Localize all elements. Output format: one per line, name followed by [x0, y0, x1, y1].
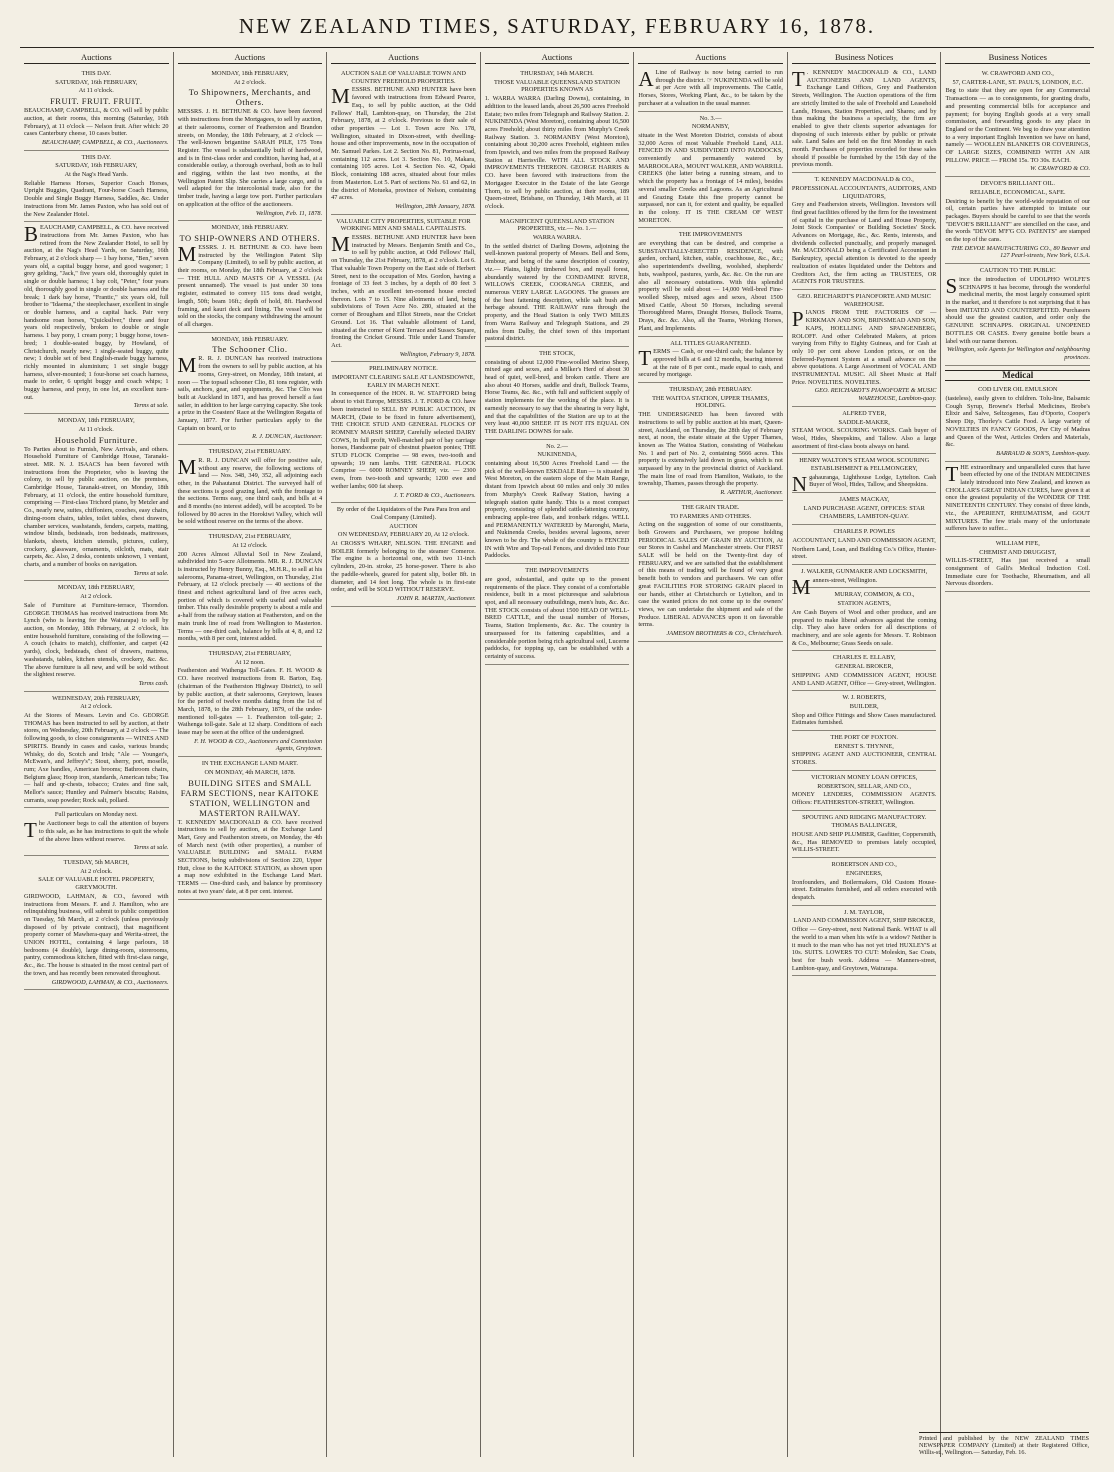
drop-cap: M — [331, 84, 350, 109]
ad-heading: ON MONDAY, 4th MARCH, 1878. — [204, 768, 296, 776]
ad-body: STEAM WOOL SCOURING WORKS. Cash buyer of Wool, Hides, Sheepskins, and Tallow. Also a large assortment of first-class boots always on hand. — [791, 427, 937, 450]
ad-heading: NORMANBY, — [691, 123, 730, 131]
ad-heading: ALFRED TYER, — [842, 409, 887, 417]
ad-heading: STATION AGENTS, — [837, 600, 891, 608]
ad-heading: LAND AND COMMISSION AGENT, SHIP BROKER, — [793, 917, 935, 925]
ad-heading: No. 2.— — [546, 442, 568, 450]
ad-heading: TO FARMERS AND OTHERS. — [669, 512, 752, 520]
ad-heading: At 2 o'clock. — [80, 867, 113, 875]
ad-heading: JAMES MACKAY, — [839, 496, 890, 504]
ad-heading: W. J. ROBERTS, — [842, 694, 886, 702]
advertisement — [638, 383, 783, 501]
drop-cap: M — [791, 574, 811, 599]
ad-heading: THOSE VALUABLE QUEENSLAND STATION PROPERTIES KNOWN AS — [493, 78, 621, 94]
ad-heading: SATURDAY, 16th FEBRUARY, — [55, 78, 138, 86]
ad-body: THE UNDERSIGNED has been favored with instructions to sell by public auction at his mart, Queen-street, Auckland, on Thursday, the 28th day of February next, at noon, the estate situate at the Upper Thames, known as The Waitoa Station, consisting of Waihekau No. 1 and part of No. 2, containing 5666 acres. This property is extensively laid down in grass, which is not surpassed by any in the provincial district of Auckland. The main line of road from Hamilton, Waikato, to the township, Thames, passes through the property. — [638, 411, 783, 488]
column-6 — [788, 52, 942, 1457]
ad-body: THE extraordinary and unparalleled cures that have been effected by one of the INDIAN MEDICINES lately introduced into New Zealand, and known as CHOLLAR'S GREAT INDIAN CURES, have given it at once the greatest popularity of the WONDER OF THE NINETEENTH CENTURY. They consist of three kinds, viz., the APERIENT, RHEUMATISM, and GOUT MIXTURES. The few trials many of the unfortunate sufferers have to suffer... — [945, 461, 1091, 533]
advertisement — [792, 493, 937, 525]
drop-cap: P — [791, 307, 804, 332]
advertisement — [24, 856, 169, 990]
ad-heading: THURSDAY, 21st FEBRUARY, — [208, 650, 291, 657]
ad-heading: 57, CARTER-LANE, ST. PAUL'S, LONDON, E.C. — [952, 78, 1084, 86]
ad-heading: At 11 o'clock. — [78, 425, 114, 433]
drop-cap: T — [24, 818, 37, 843]
ad-body: TERMS — Cash, or one-third cash; the balance by approved bills at 6 and 12 months, bearing interest at the rate of 8 per cent., made equal to cash, and secured by mortgage. — [638, 346, 783, 379]
ad-heading: BUILDER, — [849, 702, 879, 710]
ad-signature: R. J. DUNCAN, Auctioneer. — [252, 433, 323, 441]
ad-body: are everything that can be desired, and comprise a SUBSTANTIALLY-ERECTED RESIDENCE, with garden, orchard, kitchen, stable, coachhouse, &c., &c.; also superintendent's dwelling, woolshed, shepherds' huts, washpool, pastures, yards, &c. &c. On the run are also all necessary outstations. With this splendid property will be sold about — 14,000 Well-bred Fine-woolled Sheep, mixed ages and sexes, About 1500 Mixed Cattle, About 50 Horses, including several Thoroughbred Mares, Draught Horses, Bullock Teams, Drays, &c. &c. Also, all the Teams, Working Horses, Plant, and Implements. — [638, 240, 783, 332]
ad-body: Grey and Featherston streets, Wellington. Investors will find great facilities offered by the firm for the investment of capital in the purchase of Land and House Property, Joint Stock Companies' or Building Societies' Stock. Advances on Mortgage, &c., &c. Rents, interests, and dividends collected punctually, and properly managed. Mr. MACDONALD being a Certificated Accountant in Bankruptcy, special attention is devoted to the speedy realization of estates liquidated under the Debtors and Creditors Act, the firm acting as TRUSTEES, OR AGENTS FOR TRUSTEES. — [791, 201, 937, 286]
ad-heading: At 2 o'clock. — [80, 593, 113, 601]
ad-heading: THE IMPROVEMENTS — [525, 567, 589, 575]
ad-heading: ERNEST S. THYNNE, — [834, 742, 894, 750]
ad-heading: No. 3.— — [699, 114, 722, 122]
ad-body: Shop and Office Fittings and Show Cases manufactured. Estimates furnished. — [791, 711, 937, 727]
ad-body: At CROSS'S WHARF, NELSON. THE ENGINE and BOILER formerly belonging to the steamer Comerce. The engine is a horizontal one, with two 11-inch cylinders, 20-in. stroke, 25 horse-power. There is also the paddle-wheels, geared for patent slip, boiler 8ft. in diameter, and 14 feet long. The whole is in first-rate order, and will be SOLD WITHOUT RESERVE. — [331, 540, 476, 594]
ad-body: WILLIS-STREET, Has just received a small consignment of Galli's Medical Induction Coil. Immediate cure for Toothache, Rheumatism, and all Nervous disorders. — [945, 557, 1091, 588]
ad-heading: ROBERTSON AND CO., — [831, 861, 897, 869]
ad-body: To Parties about to Furnish, New Arrivals, and others. Household Furniture of Cambridge House, Taranaki-street. MR. N. J. ISAACS has been favored with instructions from the Proprietor, who is leaving the colony, to sell by public auction, on the premises, Cambridge House, Taranaki-street, on Monday, 18th February, at 11 o'clock, the entire household furniture, comprising — First-class Trichord piano, by Metzler and Co., nearly new, suites, chiffoniers, couches, easy chairs, dining-room chairs, tables, toilet tables, chest drawers, chamber services, washstands, fenders, carpets, matting, window blinds, bedsteads, iron bedsteads, mattresses, blankets, sheets, kitchen utensils, pictures, cutlery, crockery, glassware, ornaments, oilcloth, mats, stair carpets, &c. Also, 2 desks, contents unknown, 1 ventant, charts, and a number of books on navigation. — [24, 445, 169, 569]
drop-cap: M — [177, 454, 197, 479]
advertisement — [945, 177, 1090, 264]
ad-heading: THE WAITOA STATION, UPPER THAMES, HOLDING. — [652, 394, 770, 410]
ad-heading: W. CRAWFORD AND CO., — [981, 70, 1054, 77]
advertisement — [638, 337, 783, 384]
drop-cap: A — [638, 67, 654, 91]
column-heading: Business Notices — [792, 52, 937, 64]
column-7 — [941, 52, 1094, 1457]
ad-heading: IMPORTANT CLEARING SALE AT LANDSDOWNE, EARLY IN MARCH NEXT. — [332, 374, 475, 389]
ad-body: MESSRS. J. H. BETHUNE & CO. have been instructed by the Wellington Patent Slip Company (Limited), to sell by public auction, at their rooms, on Monday, the 18th February, at 2 o'clock — THE HULL AND MASTS OF A VESSEL (At present unnamed). The vessel is just under 30 tons register, estimated to convey 115 tons dead weight, length, 50ft; beam 16ft.; depth of hold, 8ft. Hardwood framing, and kauri deck and lining. The vessel will be sold on the stocks, the company withdrawing the amount of all charges. — [177, 241, 323, 328]
ad-signature: JAMESON BROTHERS & CO., Christchurch. — [666, 630, 783, 638]
ad-heading: WARRA WARRA. — [532, 234, 582, 242]
medical-section-heading: Medical — [945, 370, 1090, 382]
ad-body: HOUSE AND SHIP PLUMBER, Gasfitter, Coppersmith, &c., Has REMOVED to premises lately occupied, WILLIS-STREET. — [791, 831, 937, 854]
ad-body: BEAUCHAMP, CAMPBELL, & CO. have received instructions from Mr. James Paxton, who has retired from the New Zealander Hotel, to sell by auction, at the Nag's Head Yards, on Saturday, 16th February, at 2 o'clock sharp — 1 bay horse, "Ben," seven years old, a capital buggy horse, and good wagoner; 1 grey gelding, "Jack," five years old, thoroughly quiet in single or double harness; 1 bay colt, "Peter," four years old, thoroughly good in single or double harness and the break; 1 dark bay horse, "Frantic," six years old, full brother to "Idaema," the steeplechaser, excellent in single or double harness, and a capital hack. Pair very handsome roan horses, "Quicksilver," three and four years old respectively, broken to double or single harness. 1 bay pony, 1 cream pony; 1 buggy horse, town-bred; 1 double-seated buggy, by Howland, of Christchurch, nearly new; 1 single-seated buggy, quite new; 1 double set of best English-made buggy harness, richly mounted in aluminium; 1 set single buggy harness, silver-mounted; 1 four-horse set coach harness, made to order, 6 upright buggy and coach whips; 1 buggy harness, and pony, in one lot, an excellent turn-out. — [24, 222, 169, 401]
ad-heading: LAND PURCHASE AGENT, OFFICES: STAR CHAMBERS, LAMBTON-QUAY. — [803, 504, 925, 520]
ad-heading: COD LIVER OIL EMULSION — [978, 386, 1058, 394]
ad-heading: HENRY WALTON'S STEAM WOOL SCOURING ESTABLISHMENT & FELLMONGERY, — [799, 457, 930, 473]
drop-cap: T — [945, 461, 959, 486]
ad-signature: Terms cash. — [138, 679, 169, 687]
ad-heading: By order of the Liquidators of the Para Para Iron and Coal Company (Limited). — [336, 506, 471, 521]
column-3 — [327, 52, 481, 1457]
ad-heading: THE IMPROVEMENTS — [678, 231, 743, 239]
ad-heading: SPOUTING AND RIDGING MANUFACTORY. — [802, 813, 927, 821]
advertisement — [638, 501, 783, 642]
advertisement — [792, 771, 937, 811]
column-1 — [20, 52, 174, 1457]
ad-title: FRUIT. FRUIT. FRUIT. — [50, 96, 143, 107]
ad-signature: BARRAUD & SON'S, Lambton-quay. — [996, 449, 1091, 457]
advertisement — [485, 67, 630, 215]
ad-heading: THURSDAY, 21st FEBRUARY, — [208, 533, 291, 541]
ad-body: A Line of Railway is now being carried to run through the district. ☞ NUKINENDA will be sold at per Acre with all improvements. The Cattle, Horses, Stores, Working Plant, &c., to be taken by the purchaser at a valuation in the usual manner. — [638, 67, 783, 107]
ad-signature: BEAUCHAMP, CAMPBELL, & CO., Auctioneers. — [42, 138, 169, 146]
ad-body: BEAUCHAMP, CAMPBELL, & CO. will sell by public auction, at their rooms, this morning (Saturday, 16th February), at 11 o'clock — Nelson fruit. After which: 20 cases Canterbury cheese, 10 cases butter. — [24, 107, 169, 138]
ad-heading: SALE OF VALUABLE HOTEL PROPERTY, GREYMOUTH. — [38, 876, 155, 892]
ad-signature: Wellington, February 9, 1878. — [399, 350, 476, 358]
ad-heading: AUCTION SALE OF VALUABLE TOWN AND COUNTRY FREEHOLD PROPERTIES. — [340, 70, 466, 85]
ad-heading: AUCTION — [389, 522, 418, 530]
advertisement — [792, 525, 937, 565]
advertisement — [945, 264, 1090, 365]
column-heading: Auctions — [638, 52, 783, 64]
ad-heading: At 12 o'clock. — [232, 541, 268, 549]
ad-body: MONEY LENDERS, COMMISSION AGENTS. Offices: FEATHERSTON-STREET, Wellington. — [791, 791, 937, 806]
ad-body: Are Cash Buyers of Wool and other produce, and are prepared to make liberal advances against the coming clip. They also have orders for all descriptions of machinery, and are sole agents for Messrs. T. Robinson & Co., Melbourne; Grass Seeds on sale. — [791, 608, 937, 647]
advertisement — [24, 581, 169, 691]
ad-signature: J. T. FORD & CO., Auctioneers. — [393, 491, 476, 499]
ad-heading: RELIABLE, ECONOMICAL, SAFE. — [969, 188, 1066, 196]
ad-heading: THIS DAY. — [81, 70, 111, 77]
ad-heading: DEVOE'S BRILLIANT OIL. — [980, 180, 1055, 188]
ad-heading: MONDAY, 18th FEBRUARY, — [57, 584, 135, 592]
ad-heading: CAUTION TO THE PUBLIC — [979, 267, 1056, 275]
ad-title: BUILDING SITES and SMALL FARM SECTIONS, near KAITOKE STATION, WELLINGTON and MASTERTON RAILWAY. — [180, 777, 320, 818]
ad-heading: NUKINENDA, — [537, 451, 577, 459]
advertisement — [792, 858, 937, 906]
ad-body: T . KENNEDY MACDONALD & CO., LAND AUCTIONEERS AND LAND AGENTS, Exchange Land Offices, Grey and Featherston Streets, Wellington. The Auction operations of the firm are strictly limited to the sale of Freehold and Leasehold Lands, Houses, Station Properties, and Shares; and by thus making the business a specialty, the firm are enabled to give their clients superior advantages for disposing of such interests either by public or private sale. Land Sales are held on the first Monday in each month. Purchases of properties recorded for these sales should if possible be furnished by the 15th day of the previous month. — [791, 67, 937, 169]
advertisement — [791, 454, 937, 496]
ad-heading: WEDNESDAY, 20th FEBRUARY, — [52, 694, 141, 702]
ad-signature: Terms at sale. — [133, 844, 169, 852]
advertisement — [331, 67, 476, 215]
advertisement — [178, 445, 323, 530]
advertisement — [792, 731, 937, 771]
ad-body: Ironfounders, and Boilermakers, Old Custom House-street. Estimates furnished, and all orders executed with despatch. — [791, 878, 937, 901]
ad-signature: F. H. WOOD & CO., Auctioneers and Commission Agents, Greytown. — [194, 737, 323, 753]
newspaper-columns — [20, 52, 1094, 1457]
ad-heading: THURSDAY, 21st FEBRUARY. — [208, 448, 291, 456]
ad-body: M R. R. J. DUNCAN has received instructions from the owners to sell by public auction, at his rooms, Grey-street, on Monday, 18th instant, at noon — The topsail schooner Clio, 81 tons register, with sails, anchors, gear, and equipments, &c. The Clio was built at Auckland in 1871, and has proved herself a fast sailer, in addition to her large carrying capacity. She took a prize in the Coasters' Race at the Wellington Regatta of January, 1877. For further particulars apply to the Captain on board, or to — [177, 353, 323, 432]
advertisement — [792, 811, 937, 859]
ad-heading: At 11 o'clock. — [78, 87, 114, 95]
ad-body: Reliable Harness Horses, Superior Coach Horses, Upright Buggies, Quadrant, Four-horse Coach Harness, Double and Single Buggy Harness, Saddles, &c. Under instructions from Mr. James Paxton, who has sold out of the New Zealander Hotel. — [24, 179, 169, 218]
ad-signature: JOHN R. MARTIN, Auctioneer. — [396, 595, 476, 602]
ad-heading: THOMAS BALLINGER, — [831, 822, 897, 830]
ad-body: In the settled district of Darling Downs, adjoining the well-known pastoral property of Messrs. Bell and Sons, Jimbour, and being of the same description of country, viz.— Plains, lightly timbered box, and myall forest, abundantly watered by the CONDAMINE RIVER, WILLOWS CREEK, COORANGA CREEK, and numerous VERY LARGE LAGOONS. The grasses are of the best fattening description, while salt bush and herbage abound. THE RAILWAY runs through the property, and the Head Station is only TWO MILES from Warra Railway and Telegraph Stations, and 29 miles from Dalby, the chief town of this important pastoral district. — [484, 242, 630, 343]
advertisement — [485, 440, 630, 565]
ad-heading: ALL TITLES GUARANTEED. — [670, 339, 751, 347]
ad-signature: R. ARTHUR, Auctioneer. — [720, 489, 783, 497]
ad-signature: GEO. REICHARDT'S PIANOFORTE & MUSIC WAREHOUSE, Lambton-quay. — [814, 387, 937, 403]
ad-heading: GEO. REICHARDT'S PIANOFORTE AND MUSIC WAREHOUSE. — [797, 292, 931, 308]
ad-heading: MONDAY, 18th FEBRUARY. — [211, 224, 289, 232]
advertisement — [331, 215, 476, 363]
drop-cap: B — [24, 222, 39, 247]
ad-heading: THE PORT OF FOXTON. — [830, 734, 898, 742]
ad-body: MESSRS. BETHUNE AND HUNTER have been instructed by Messrs. Benjamin Smith and Co., to sell by public auction, at Odd Fellows' Hall, on Thursday, the 21st February, 1878, at 2 o'clock. Lot 6. That valuable Town Property on the East side of Herbert Street, next to the occupation of Mrs. Gordon, having a frontage of 33 feet 3 inches, by a depth of 80 feet 3 inches, with an excellent ten-roomed house erected thereon. Lots 7 to 15. Nine allotments of land, being subdivisions of Town Acre No. 280, situated at the corner of Brougham and Elliot Streets, near the Cricket Ground. Lot 16. That valuable allotment of Land, situated at the corner of Kent Terrace and Sussex Square, fronting the Cricket Ground. Title under Land Transfer Act. — [331, 232, 476, 349]
advertisement — [945, 67, 1090, 177]
column-heading: Auctions — [178, 52, 323, 64]
ad-heading: At 12 noon. — [234, 658, 265, 666]
advertisement — [178, 333, 323, 445]
ad-body: (tasteless), easily given to children. Tolu-line, Balsamic Cough Syrup, Browne's Herbal Medicines, Brobe's Elixir and Salve, Seltzogenes, Eau d'Oporto, Cooper's Sheep Dip, Thorley's Cattle Food. A large variety of NOVELTIES IN FANCY GOODS, Per City of Madras and Queen of the West, Articles Orders and Materials, &c. — [945, 395, 1091, 449]
ad-body: 1. WARRA WARRA (Darling Downs), containing, in addition to the leased lands, about 26,500 acres Freehold Estate; two miles from Telegraph and Railway Station. 2. NUKINENDA (West Moreton), containing about 16,500 acres Freehold; about thirty miles from Murphy's Creek Railway Station. 3. NORMANBY (West Moreton), containing about 30,200 acres Freehold, eighteen miles from Ipswich, and two miles from the proposed Railway Station at Harrisville. WITH ALL STOCK AND IMPROVEMENTS THEREON. GEORGE HARRIS & CO. have been favored with instructions from the Mortgagee Executor in the Estate of the late George Thorn, to sell by public auction, at their rooms, 189 Queen-street, Brisbane, on Thursday, 14th March, at 11 o'clock. — [484, 95, 630, 210]
ad-heading: PRELIMINARY NOTICE. — [369, 365, 438, 373]
ad-body: Office — Grey-street, next National Bank. WHAT is all the world to a man when his wife is a widow? Neither is it much to the man who has not yet tried HUXLEY'S at 10s. SUITS. LOWERS TO CUT: Moleskin, Sac Coats, best for bush work. Address — Manners-street, Lambton-quay, and Greytown, Wairarapa. — [791, 926, 937, 972]
advertisement — [945, 537, 1090, 592]
ad-heading: VICTORIAN MONEY LOAN OFFICES, — [811, 773, 918, 781]
advertisement — [24, 67, 169, 151]
column-heading: Auctions — [24, 52, 169, 64]
advertisement — [792, 290, 937, 407]
drop-cap: T — [638, 346, 652, 371]
advertisement — [178, 757, 323, 899]
drop-cap: T — [791, 67, 805, 91]
ad-body: Featherston and Waihenga Toll-Gates. F. H. WOOD & CO. have received instructions from R. Barton, Esq. (chairman of the Featherston Highway District), to sell by public auction, at their salerooms, Greytown, leases for the period of twelve months dating from the 1st of March, 1878, to the 28th February, 1879, of the under-mentioned toll-gates — 1. Featherston toll-gate; 2. Waihenga toll-gate. Sale at 12 sharp. Conditions of each lease may be seen at the office of the undersigned. — [177, 667, 323, 737]
advertisement — [331, 362, 476, 503]
advertisement — [638, 228, 783, 336]
ad-heading: At 2 o'clock. — [80, 703, 113, 711]
ad-body: PIANOS FROM THE FACTORIES OF — KIRKMAN AND SON, BRINSMEAD AND SON, KAPS, HOELLING AND SPANGENBERG, ROLOFF. And other Celebrated Makers, at prices varying from Fifty to Eighty Guineas, and for Cash at only 10 per cent above London prices, or on the Deferred-Payment System at a small advance on the above quotations. A Large Assortment of VOCAL AND INSTRUMENTAL MUSIC. All Sheet Music at Half Price. NOVELTIES. NOVELTIES. — [791, 307, 937, 386]
ad-signature: THE DEVOE MANUFACTURING CO., 80 Beaver and 127 Pearl-streets, New York, U.S.A. — [951, 244, 1091, 260]
ad-heading: CHEMIST AND DRUGGIST, — [979, 548, 1057, 556]
ad-heading: WILLIAM FIFE, — [995, 539, 1040, 547]
ad-signature: Wellington, 28th January, 1878. — [395, 202, 476, 210]
advertisement — [24, 692, 169, 809]
ad-signature: Wellington, sole Agents for Wellington and neighbouring provinces. — [947, 346, 1091, 361]
ad-body: are good, substantial, and quite up to the present requirements of the place. They consist of a comfortable residence, built in a most picturesque and salubrious spot, and all necessary outbuildings, men's huts, &c. &c. THE STOCK consists of about 1500 HEAD OF WELL-BRED CATTLE, and the usual number of Horses, Teams, Station Implements, &c. &c. The country is unsurpassed for its fattening capabilities, and a considerable portion being rich agricultural soil, Lucerne paddocks, for topping up, can be established with a certainty of success. — [484, 575, 630, 660]
advertisement — [24, 808, 169, 856]
advertisement — [24, 151, 169, 223]
ad-title: To Shipowners, Merchants, and Others. — [188, 87, 311, 108]
drop-cap: M — [177, 353, 197, 378]
ad-heading: THE GRAIN TRADE. — [681, 503, 740, 511]
ad-heading: ENGINEERS, — [845, 869, 883, 877]
ad-heading: J. WALKER, GUNMAKER AND LOCKSMITH, — [801, 568, 928, 576]
column-heading: Auctions — [485, 52, 630, 64]
column-heading: Auctions — [331, 52, 476, 64]
printer-imprint: Printed and published by the NEW ZEALAND TIMES NEWSPAPER COMPANY (Limited) at their Registered Office, Willis-st., Wellington.— Saturday, Feb. 16. — [919, 1432, 1089, 1456]
column-4 — [481, 52, 635, 1457]
ad-heading: CHARLES E. ELLABY, — [832, 654, 896, 662]
ad-body: Northern Land, Loan, and Building Co.'s Office, Hunter-street. — [791, 545, 937, 561]
advertisement — [792, 173, 937, 290]
advertisement — [792, 407, 937, 455]
advertisement — [178, 67, 323, 221]
advertisement — [638, 112, 783, 229]
advertisement — [792, 651, 937, 691]
ad-heading: Full particulars on Monday next. — [54, 811, 138, 819]
advertisement — [178, 221, 323, 332]
ad-heading: At 2 o'clock. — [233, 78, 266, 86]
ad-heading: ACCOUNTANT, LAND AND COMMISSION AGENT, — [792, 536, 936, 544]
ad-body: At the Stores of Messrs. Levin and Co. GEORGE THOMAS has been instructed to sell by auction, at their stores, on Wednesday, 20th February, at 2 o'clock — The following goods, to close consignments — WINES AND SPIRITS. Brandy in cases and casks, various brands; Whisky, do do, Scotch and Irish; "Ale — Younger's, McEwan's, and Jeffrey's"; Stout, sherry, port, moselle, rum; Axe handles, American brooms; Bathroom chairs, Belgium glass; Hoop iron, standards, American tubs; Tea — half and qr-chests, tobacco; Crates and fine salt, Mellor's sauce; Huntley and Palmer's biscuits; Raisins, currants, soap powder; Rock salt, pollard. — [24, 712, 169, 804]
drop-cap: N — [791, 471, 808, 496]
ad-heading: VALUABLE CITY PROPERTIES, SUITABLE FOR WORKING MEN AND SMALL CAPITALISTS. — [336, 217, 471, 233]
ad-heading: CHARLES P. POWLES — [833, 528, 895, 536]
ad-heading: MURRAY, COMMON, & CO., — [834, 591, 915, 599]
advertisement — [485, 564, 630, 664]
ad-heading: THURSDAY, 28th FEBRUARY. — [669, 386, 753, 394]
advertisement — [945, 383, 1090, 461]
advertisement — [178, 530, 323, 647]
ad-body: SHIPPING AND COMMISSION AGENT, HOUSE AND LAND AGENT, Office — Grey-street, Wellington. — [791, 671, 937, 687]
ad-body: 200 Acres Almost Alluvial Soil in New Zealand, subdivided into 5-acre Allotments. MR. R. J. DUNCAN is instructed by Henry Bunny, Esq., M.H.R., to sell at his salerooms, Panama-street, Wellington, on Thursday, 21st February, at 12 o'clock precisely — 40 sections of the finest and richest agricultural land of five acres each, portion of which is covered with useful and valuable timber. This really desirable property is about a mile and a-half from the railway station at Featherston, and on the main trunk line of road from Wellington to Masterton. Terms — one-third cash, balance by bills at 4, 8, and 12 months, with 8 per cent, interest added. — [177, 550, 323, 643]
ad-heading: MONDAY, 18th FEBRUARY, — [57, 417, 135, 425]
ad-signature: GIRDWOOD, LAHMAN, & CO., Auctioneers. — [51, 978, 169, 986]
ad-body: In consequence of the HON. R. W. STAFFORD being about to visit Europe, MESSRS. J. T. FORD & CO. have been instructed to SELL BY PUBLIC AUCTION, IN MARCH, (Date to be fixed in future advertisement), THE CHOICE STUD AND GENERAL FLOCKS OF ROMNEY MARSH SHEEP, Carefully selected DAIRY COWS, In full profit, Well-matched pair of bay carriage horses, Handsome pair of chestnut phaeton ponies; THE STUD FLOCK Comprise — 98 ewes, two-tooth and upwards; 19 ram lambs. THE GENERAL FLOCK Comprise — 6000 ROMNEY SHEEP, viz. — 2300 ewes, from two-tooth and upwards; 1200 ewe and wether lambs; 600 fat sheep. — [331, 390, 476, 490]
ad-body: Manners-street, Wellington. — [791, 574, 878, 599]
drop-cap: M — [177, 241, 197, 266]
advertisement — [178, 647, 323, 757]
ad-heading: IN THE EXCHANGE LAND MART. — [201, 760, 298, 768]
ad-heading: THIS DAY. — [81, 153, 111, 161]
advertisement — [945, 462, 1090, 537]
ad-body: T. KENNEDY MACDONALD & CO. have received instructions to sell by auction, at the Exchange Land Mart, Grey and Featherston streets, on Monday, the 4th of March next (with other properties), a number of VALUABLE BUILDING and SMALL FARM SECTIONS, being subdivisions of Section 220, Upper Hutt, close to the KAITOKE STATION, as shown upon a map now exhibited in the Exchange Land Mart. TERMS — One-third cash, and balance by promissory notes at two years' date, at 8 per cent. interest. — [177, 818, 323, 895]
advertisement — [485, 215, 630, 347]
ad-body: containing about 16,500 Acres Freehold Land — the pick of the well-known ESKDALE Run — is situated in West Moreton, on the eastern slope of the Main Range, distant from Ipswich about 60 miles and only 30 miles from Murphy's Creek Railway Station, having a telegraph station quite handy. This is a most compact property, consisting of splendid cattle-fattening country, embracing apple-tree flats, and ironbark ridges. WELL and PERMANENTLY WATERED by Maronghi, Maria, and Nukinenda Creeks, besides several lagoons, never known to be dry. The whole of the country is FENCED IN with Wire and Top-rail Fences, and divided into Four Paddocks. — [484, 460, 630, 560]
ad-body: consisting of about 12,000 Fine-woolled Merino Sheep, mixed age and sexes, and a Milker's Herd of about 30 head of quiet, well-bred, and broken cattle. There are also about 40 Horses, saddle and draft, Bullock Teams, Horse Teams, &c. &c., with full and sufficient supply of station implements for the working of the place. It is earnestly necessary to say that the shearing is very light, and that the capabilities of the Station are up to at the very least 40,000 SHEEP. IT IS NOT ITS EQUAL ON THE DARLING DOWNS for sale. — [484, 358, 630, 435]
ad-body: MESSRS. J. H. BETHUNE & CO. have been favored with instructions from the Mortgagees, to sell by auction, at their salerooms, corner of Featherston and Brandon streets, on Monday, the 18th February, at 2 o'clock — The well-known brigantine SARAH PILE, 175 Tons Register. The vessel is substantially built of hardwood, and is in first-class order and condition, having had, at a considerable outlay, a thorough overhaul, both as to hull and rigging, within the last two months, at the Wellington Patent Slip. She carries a large cargo, and is well adapted for the intercolonial trade, also for the timber trade, having a large tow port. Further particulars on application at the office of the auctioneers. — [177, 108, 323, 208]
ad-heading: MONDAY, 18th FEBRUARY. — [211, 335, 289, 343]
ad-body: M R. R. J. DUNCAN will offer for positive sale, without any reserve, the following sections of land — Nos. 348, 349, 352, all adjoining each other, in the Pahautanui District. The surveyed half of these sections is good grazing land, with the frontage to the sections. Terms easy, one third cash, and bills at 4 and 8 months (no interest added), will be accepted. To be followed by 80 acres in the Horokiwi Valley, which will be sold without reserve on the terms of the above. — [177, 454, 323, 526]
ad-heading: At the Nag's Head Yards. — [64, 171, 128, 179]
advertisement — [24, 414, 169, 581]
ad-body: Ngahauranga, Lighthouse Lodge, Lyttelton. Cash Buyer of Wool, Hides, Tallow, and Sheepskins. — [791, 471, 937, 496]
column-2 — [174, 52, 328, 1457]
ad-body: Beg to state that they are open for any Commercial Transactions — as to consignments, for granting drafts, and presenting commercial bills for acceptance and payment; for buying English goods at a very small commission, and forwarding goods to any place in England or the Continent. We beg to draw your attention to a very important English Invention we have on hand, namely — WOOLLEN BLANKETS OR COVERINGS, OF LARGE SIZES, COMBINED WITH AN AIR PILLOW. PRICE — FROM 15s. TO 30s. EACH. — [945, 87, 1091, 164]
ad-body: Desiring to benefit by the world-wide reputation of our oil, certain parties have attempted to imitate our packages. Buyers should be careful to see that the words "DEVOE'S BRILLIANT" are stencilled on the case, and the words "DEVOE M'F'G CO. PATENTS" are stamped on the top of the cans. — [945, 197, 1091, 244]
advertisement — [638, 67, 783, 112]
ad-body: MESSRS. BETHUNE AND HUNTER have been favored with instructions from Edward Pearce, Esq., to sell by public auction, at the Odd Fellows' Hall, Lambton-quay, on Thursday, the 21st February, 1878, at 2 o'clock. Previous to their sale of other properties — Lot 1. Town acre No. 178, Wellington, situated in Dixon-street, with dwelling-house and other improvements, now in the occupation of Mr. Samuel Parkes. Lot 2. Section No. 81, Porirua-road, containing 112 acres. Lot 3. Section No. 10, Makara, containing 105 acres. Lot 4. Section No. 42, Opaki Block, containing 188 acres, situated about four miles from Masterton. Lot 5. Part of sections No. 61 and 62, in the district of Motueka, province of Nelson, containing 47 acres. — [331, 84, 476, 202]
ad-body: Acting on the suggestion of some of our constituents, both Growers and Purchasers, we propose holding PERIODICAL SALES OF GRAIN BY AUCTION, At our Stores in Cashel and Manchester streets. Our FIRST SALE will be held on the Twenty-first day of FEBRUARY, and we are satisfied that the establishment of this means of trading will be found of very great benefit both to vendors and purchasers. We can offer great FACILITIES FOR STORING GRAIN placed in our hands, either at Christchurch or Lyttelton, and in case the wanted prices do not come up to the owners' views, we can undertake the shipment and sale of the Produce. LIBERAL ADVANCES upon it on favorable terms. — [638, 521, 783, 629]
ad-heading: SADDLE-MAKER, — [838, 418, 890, 426]
advertisement — [792, 906, 937, 977]
ad-signature: Terms at sale. — [133, 402, 169, 410]
advertisement — [792, 588, 937, 651]
ad-body: Sale of Furniture at Furniture-terrace, Thorndon. GEORGE THOMAS has received instructions from Mr. Lynch (who is leaving for the Wairarapa) to sell by auction, on Monday, 18th February, at 2 o'clock, his entire household furniture, consisting of the following — A couch (chairs to match), chiffonier, and carpet (42 yards), clock, bedsteads, chest of drawers, mattress, washstands, tables, kitchen utensils, crockery, &c. &c. The above furniture is all new, and will be sold without the slightest reserve. — [24, 601, 169, 679]
advertisement — [792, 691, 937, 731]
ad-heading: THE STOCK, — [539, 349, 575, 357]
ad-heading: ROBERTSON, SELLAR, AND CO., — [817, 782, 912, 790]
advertisement — [331, 503, 476, 606]
ad-body: situate in the West Moreton District, consists of about 32,000 Acres of most Valuable Freehold Land, ALL FENCED IN AND SUBDIVIDED INTO PADDOCKS, conveniently and permanently watered by MARROOLARA, MOUNT WALKER, AND WARRILL CREEKS (the latter being a running stream, and to which the property has a frontage of 14 miles), besides several smaller Creeks and Lagoons. As an Agricultural and Grazing Estate this fine property cannot be surpassed, nor can it, for extent and quality, be equalled in the colony. IT IS THE CREAM OF WEST MORETON. — [638, 131, 783, 224]
advertisement — [485, 347, 630, 440]
newspaper-masthead: NEW ZEALAND TIMES, SATURDAY, FEBRUARY 16, 1878. — [238, 14, 876, 38]
ad-title: TO SHIP-OWNERS AND OTHERS. — [179, 232, 321, 243]
ad-body: Since the introduction of UDOLPHO WOLFE'S SCHNAPPS it has become, through the wonderful medicinal merits, the most largely consumed spirit in the market, and it therefore is not surprising that it has been IMITATED AND COUNTERFEITED. Purchasers should use the greatest caution, and order only the GENUINE SCHNAPPS. ORIGINAL UNOPENED BOTTLES OR CASES. Every genuine bottle bears a label with our name thereon. — [945, 273, 1091, 345]
ad-heading: GENERAL BROKER, — [835, 663, 894, 671]
ad-signature: W. CRAWFORD & CO. — [1030, 165, 1091, 173]
masthead-rule — [20, 47, 1094, 48]
ad-heading: MONDAY, 18th FEBRUARY, — [211, 70, 289, 77]
ad-heading: TUESDAY, 5th MARCH, — [63, 858, 129, 866]
ad-body: The Auctioneer begs to call the attention of buyers to this sale, as he has instructions to quit the whole of the above lines without reserve. — [24, 818, 169, 843]
ad-heading: J. M. TAYLOR, — [844, 908, 885, 916]
ad-heading: THURSDAY, 14th MARCH. — [520, 70, 594, 77]
ad-title: Household Furniture. — [54, 434, 138, 445]
advertisement — [24, 222, 169, 414]
ad-signature: Wellington, Feb. 11, 1878. — [255, 209, 323, 217]
advertisement — [792, 67, 937, 173]
column-5 — [634, 52, 788, 1457]
ad-heading: T. KENNEDY MACDONALD & CO., — [814, 176, 914, 184]
ad-heading: PROFESSIONAL ACCOUNTANTS, AUDITORS, AND LIQUIDATORS, — [791, 184, 937, 200]
ad-heading: ON WEDNESDAY, FEBRUARY 20, At 12 o'clock. — [337, 531, 469, 539]
ad-body: GIRDWOOD, LAHMAN, & CO., favored with instructions from Messrs. F. and J. Hamilton, who are relinquishing business, will submit to public competition on Tuesday, 5th March, at 2 o'clock (unless previously disposed of by private contract), that magnificent property corner of Mawhera-quay and Werita-street, the UNION HOTEL, containing 4 large parlours, 18 bedrooms (4 double), large dining-room, storerooms, pantry, commodious kitchen, fitted with first-class range, &c., &c. The house is situated in the most central part of the town, and has recently been renovated throughout. — [24, 892, 169, 977]
ad-body: SHIPPING AGENT AND AUCTIONEER, CENTRAL STORES. — [791, 751, 937, 767]
drop-cap: S — [945, 273, 958, 298]
ad-heading: SATURDAY, 16th FEBRUARY, — [55, 162, 138, 170]
ad-heading: MAGNIFICENT QUEENSLAND STATION PROPERTIES, viz.— No. 1.— — [499, 217, 615, 233]
drop-cap: M — [331, 232, 350, 257]
ad-signature: Terms at sale. — [133, 569, 169, 577]
ad-title: The Schooner Clio. — [212, 344, 288, 355]
column-heading: Business Notices — [945, 52, 1090, 64]
